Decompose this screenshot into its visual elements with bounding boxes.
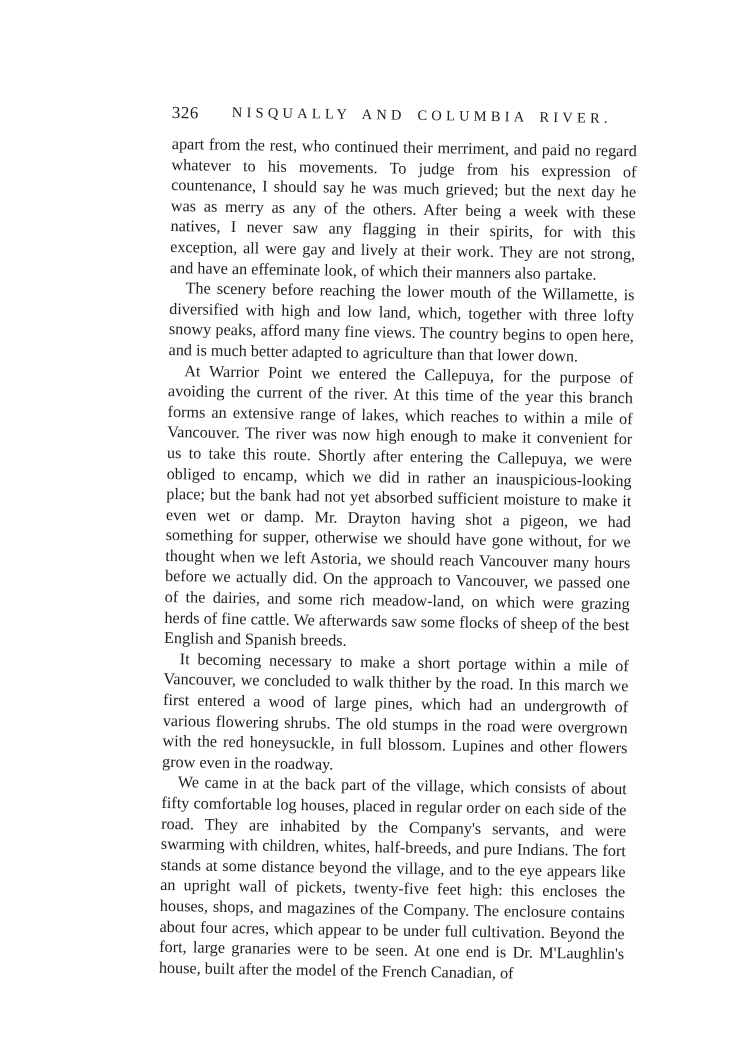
page-header	[172, 103, 652, 135]
running-head: NISQUALLY AND COLUMBIA RIVER.	[231, 104, 612, 127]
paragraph-continuation: apart from the rest, who continued their merriment, and paid no regard whatever to his movements. To judge from his expression of countenance, I should say he was much grieved; but the next day he was as merry as any of the others. After being a week with these natives, I never saw any flagging in their spirits, for with this exception, all were gay and lively at their work. They are not strong, and have an effeminate look, of which their manners also partake.	[169, 134, 637, 284]
paragraph-scenery: The scenery before reaching the lower mouth of the Willamette, is diversified with high and low land, which, together with three lofty snowy peaks, afford many fine views. The country begins to open here, and is much better adapted to agriculture than that lower down.	[168, 279, 635, 366]
page-number: 326	[171, 103, 199, 123]
paragraph-village: We came in at the back part of the village, which consists of about fifty comfortable log houses, placed in regular order on each side of the road. They are inhabited by the Company's servants, and were swarming with children, whites, half-breeds, and pure Indians. The fort stands at some distance beyond the village, and to the eye appears like an upright wall of pickets, twenty-five feet high: this encloses the houses, shops, and magazines of the Company. The enclosure contains about four acres, which appear to be under full cultivation. Beyond the fort, large granaries were to be seen. At one end is Dr. M'Laughlin's house, built after the model of the French Canadian, of	[158, 773, 627, 983]
paragraph-warrior-point: At Warrior Point we entered the Callepuya, for the purpose of avoiding the current of the river. At this time of the year this branch forms an extensive range of lakes, which reaches to within a mile of Vancouver. The river was now high enough to make it convenient for us to take this route. Shortly after entering the Callepuya, we were obliged to encamp, which we did in rather an inauspicious-looking place; but the bank had not yet absorbed sufficient moisture to make it even wet or damp. Mr. Drayton having shot a pigeon, we had something for supper, otherwise we should have gone without, for we thought when we left Astoria, we should reach Vancouver many hours before we actually did. On the approach to Vancouver, we passed one of the dairies, and some rich meadow-land, on which were grazing herds of fine cattle. We afterwards saw some flocks of sheep of the best English and Spanish breeds.	[163, 361, 634, 651]
paragraph-portage: It becoming necessary to make a short portage within a mile of Vancouver, we concluded to walk thither by the road. In this march we first entered a wood of large pines, which had an undergrowth of various flowering shrubs. The old stumps in the road were overgrown with the red honeysuckle, in full blossom. Lupines and other flowers grow even in the roadway.	[161, 650, 629, 774]
body-text	[159, 134, 637, 986]
